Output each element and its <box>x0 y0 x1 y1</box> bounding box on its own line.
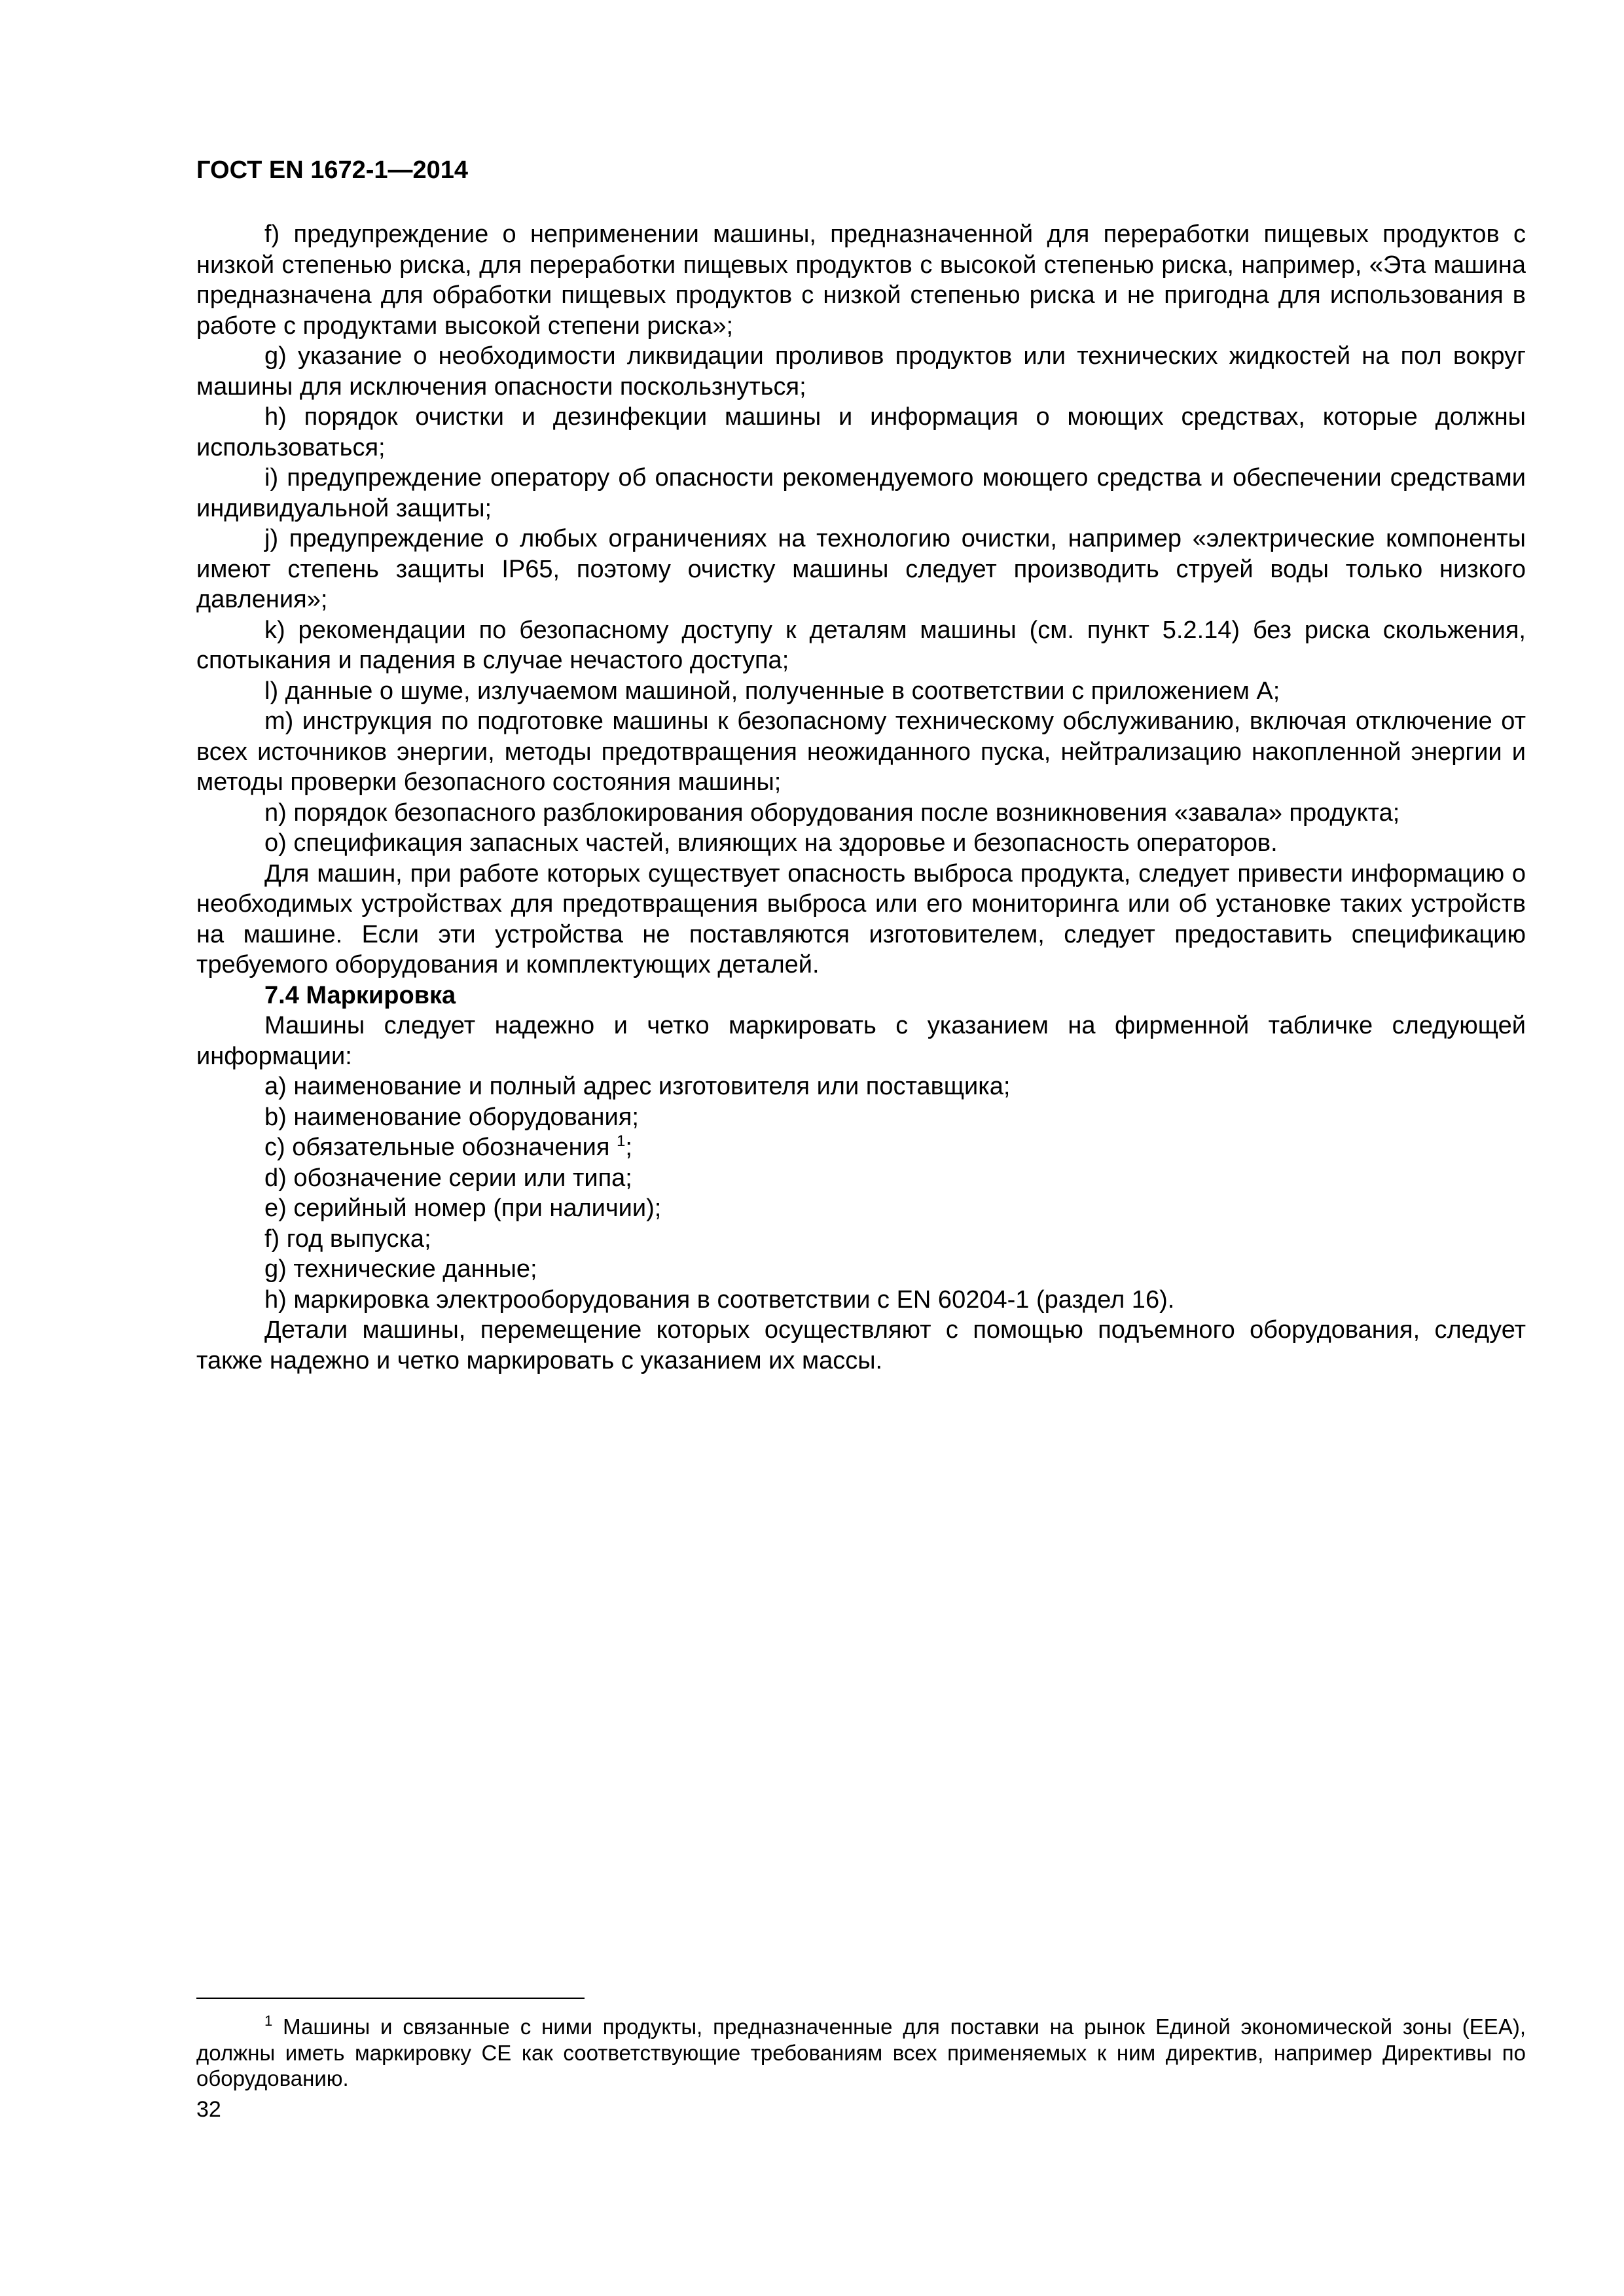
marking-item-e: e) серийный номер (при наличии); <box>264 1194 662 1222</box>
item-n-paragraph: n) порядок безопасного разблокирования оборудования после возникновения «завала» продукта; <box>264 798 1400 827</box>
item-j-paragraph: j) предупреждение о любых ограничениях на технологию очистки, например «электрические компоненты имеют степень защиты IP65, поэтому очистку машины следует производить струей воды только низкого давления»; <box>196 525 1526 613</box>
marking-item-c-tail: ; <box>625 1134 632 1161</box>
marking-item-b: b) наименование оборудования; <box>264 1103 639 1131</box>
footnote-paragraph <box>196 2014 1526 2092</box>
item-k-paragraph: k) рекомендации по безопасному доступу к деталям машины (см. пункт 5.2.14) без риска скольжения, спотыкания и падения в случае нечастого доступа; <box>196 616 1526 674</box>
marking-item-f: f) год выпуска; <box>264 1225 431 1253</box>
footnote-text: Машины и связанные с ними продукты, предназначенные для поставки на рынок Единой экономической зоны (ЕЕА), должны иметь маркировку СЕ как соответствующие требованиям всех применяемых к ним директив, например Директивы по оборудованию. <box>196 2015 1526 2090</box>
closing-paragraph: Детали машины, перемещение которых осуществляют с помощью подъемного оборудования, следует также надежно и четко маркировать с указанием их массы. <box>196 1316 1526 1374</box>
marking-item-a: a) наименование и полный адрес изготовителя или поставщика; <box>264 1073 1011 1100</box>
marking-item-d: d) обозначение серии или типа; <box>264 1164 632 1192</box>
ejection-paragraph: Для машин, при работе которых существует опасность выброса продукта, следует привести информацию о необходимых устройствах для предотвращения выброса или его мониторинга или об установке таких устройств на машине. Если эти устройства не поставляются изготовителем, следует предоставить спецификацию требуемого оборудования и комплектующих деталей. <box>196 859 1526 978</box>
item-g-paragraph: g) указание о необходимости ликвидации проливов продуктов или технических жидкостей на пол вокруг машины для исключения опасности поскользнуться; <box>196 342 1526 401</box>
footnote-marker: 1 <box>264 2013 273 2029</box>
marking-item-c <box>196 1132 1526 1163</box>
page-number: 32 <box>196 2097 221 2122</box>
item-l-paragraph: l) данные о шуме, излучаемом машиной, полученные в соответствии с приложением А; <box>264 677 1280 705</box>
marking-item-h: h) маркировка электрооборудования в соответствии с EN 60204-1 (раздел 16). <box>264 1285 1175 1314</box>
item-h-paragraph: h) порядок очистки и дезинфекции машины и информация о моющих средствах, которые должны использоваться; <box>196 403 1526 461</box>
marking-intro: Машины следует надежно и четко маркировать с указанием на фирменной табличке следующей информации: <box>196 1012 1526 1070</box>
document-header: ГОСТ EN 1672-1—2014 <box>196 156 469 184</box>
item-i-paragraph: i) предупреждение оператору об опасности рекомендуемого моющего средства и обеспечении средствами индивидуальной защиты; <box>196 464 1526 522</box>
footnote-separator <box>196 1998 585 1999</box>
item-m-paragraph: m) инструкция по подготовке машины к безопасному техническому обслуживанию, включая отключение от всех источников энергии, методы предотвращения неожиданного пуска, нейтрализацию накопленной энергии и методы проверки безопасного состояния машины; <box>196 708 1526 796</box>
item-o-paragraph: o) спецификация запасных частей, влияющих на здоровье и безопасность операторов. <box>264 829 1278 857</box>
marking-item-g: g) технические данные; <box>264 1255 537 1283</box>
section-heading: 7.4 Маркировка <box>264 981 456 1009</box>
footnote-reference[interactable]: 1 <box>616 1132 626 1150</box>
marking-item-c-text: c) обязательные обозначения <box>264 1134 610 1161</box>
document-body <box>196 219 1526 1376</box>
item-f-paragraph: f) предупреждение о неприменении машины, предназначенной для переработки пищевых продуктов с низкой степенью риска, для переработки пищевых продуктов с высокой степенью риска, например, «Эта машина предназначена для обработки пищевых продуктов с низкой степенью риска и не пригодна для использования в работе с продуктами высокой степени риска»; <box>196 221 1526 340</box>
footnote <box>196 2014 1526 2092</box>
